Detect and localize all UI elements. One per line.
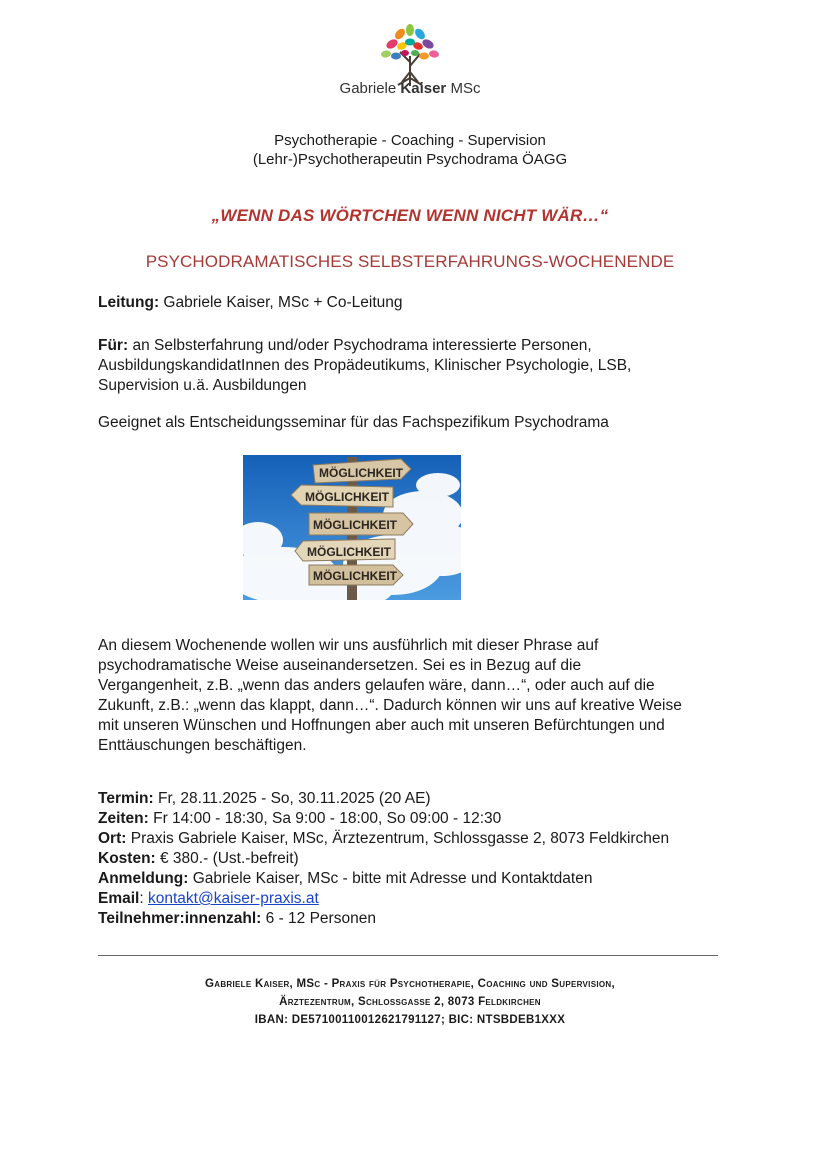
- sign-3: [309, 513, 413, 535]
- sign-3-label: MÖGLICHKEIT: [313, 518, 397, 532]
- sign-2: [291, 485, 393, 507]
- footer-line-2: Ärztezentrum, Schlossgasse 2, 8073 Feldkirchen: [279, 996, 541, 1008]
- header-line-1: Psychotherapie - Coaching - Supervision: [274, 132, 546, 149]
- event-subtitle: PSYCHODRAMATISCHES SELBSTERFAHRUNGS-WOCHENENDE: [145, 252, 675, 271]
- details-block: [98, 789, 798, 929]
- event-title: „WENN DAS WÖRTCHEN WENN NICHT WÄR…“: [211, 206, 609, 225]
- teilnehmer-line: Teilnehmer:innenzahl: 6 - 12 Personen: [98, 910, 376, 927]
- sign-5: [309, 565, 403, 585]
- sign-1-label: MÖGLICHKEIT: [319, 466, 403, 480]
- sign-4-label: MÖGLICHKEIT: [307, 545, 391, 559]
- kosten-line: Kosten: € 380.- (Ust.-befreit): [98, 850, 299, 867]
- logo-wordmark: Gabriele Kaiser MSc: [339, 80, 481, 97]
- logo: [330, 22, 490, 114]
- email-link[interactable]: kontakt@kaiser-praxis.at: [147, 890, 319, 907]
- ort-line: Ort: Praxis Gabriele Kaiser, MSc, Ärztezentrum, Schlossgasse 2, 8073 Feldkirchen: [98, 830, 670, 847]
- sign-4: [295, 539, 395, 561]
- sign-2-label: MÖGLICHKEIT: [305, 490, 389, 504]
- email-line: Email: kontakt@kaiser-praxis.at: [98, 890, 319, 907]
- leitung-line: Leitung: Gabriele Kaiser, MSc + Co-Leitung: [98, 294, 403, 311]
- zeiten-line: Zeiten: Fr 14:00 - 18:30, Sa 9:00 - 18:00, So 09:00 - 12:30: [98, 810, 502, 827]
- geeignet-line: Geeignet als Entscheidungsseminar für das Fachspezifikum Psychodrama: [98, 414, 609, 431]
- footer-line-1: Gabriele Kaiser, MSc - Praxis für Psychotherapie, Coaching und Supervision,: [205, 978, 615, 990]
- tree-icon: [372, 22, 448, 86]
- footer-divider: [98, 955, 718, 956]
- fuer-paragraph: Für: an Selbsterfahrung und/oder Psychodrama interessierte Personen, AusbildungskandidatInnen des Propädeutikums, Klinischer Psychologie, LSB, Supervision u.ä. Ausbildungen: [98, 337, 632, 394]
- header-line-2: (Lehr-)Psychotherapeutin Psychodrama ÖAGG: [252, 151, 568, 168]
- sign-5-label: MÖGLICHKEIT: [313, 569, 397, 583]
- description-paragraph: An diesem Wochenende wollen wir uns ausführlich mit dieser Phrase auf psychodramatische Weise auseinandersetzen. Sei es in Bezug auf die Vergangenheit, z.B. „wenn das anders gelaufen wäre, dann…“, oder auch auf die Zukunft, z.B.: „wenn das klappt, dann…“. Dadurch können wir uns auf kreative Weise mit unseren Wünschen und Hoffnungen aber auch mit unseren Befürchtungen und Enttäuschungen beschäftigen.: [98, 637, 682, 754]
- anmeldung-line: Anmeldung: Gabriele Kaiser, MSc - bitte mit Adresse und Kontaktdaten: [98, 870, 593, 887]
- footer-line-3: IBAN: DE57100110012621791127; BIC: NTSBDEB1XXX: [254, 1014, 566, 1026]
- termin-line: Termin: Fr, 28.11.2025 - So, 30.11.2025 (20 AE): [98, 790, 431, 807]
- signpost-photo: [243, 455, 461, 600]
